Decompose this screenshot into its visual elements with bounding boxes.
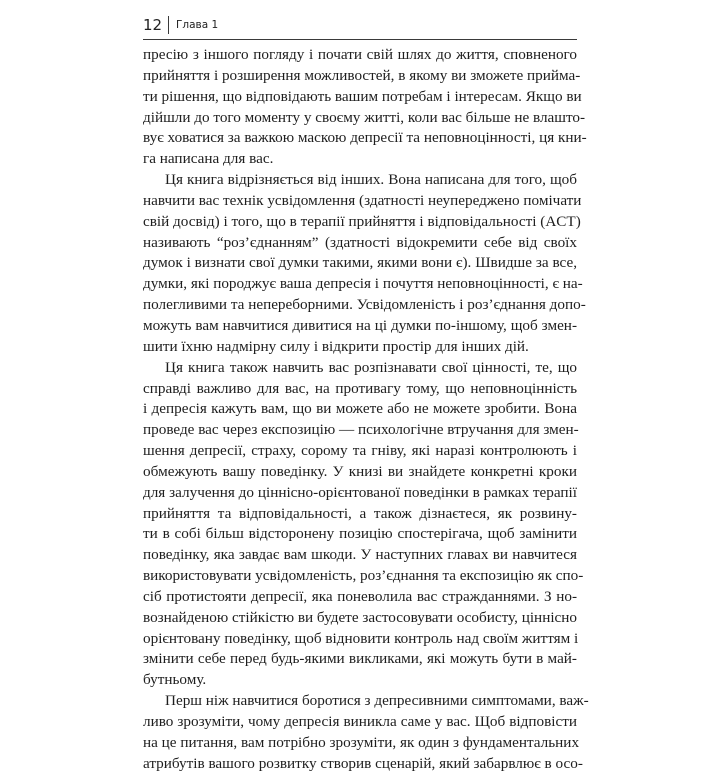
text-line: поведінку, яка завдає вам шкоди. У наступних главах ви навчитеся — [143, 546, 577, 564]
text-line: Ця книга також навчить вас розпізнавати свої цінності, те, що — [165, 358, 577, 376]
text-line: ливо зрозуміти, чому депресія виникла саме у вас. Щоб відповісти — [143, 713, 577, 730]
running-header — [143, 13, 577, 40]
text-line: використовувати усвідомленість, роз’єднання та експозицію як спо- — [143, 567, 584, 585]
text-line: для залучення до ціннісно-орієнтованої поведінки в рамках терапії — [143, 483, 577, 501]
text-line: прийняття та відповідальності, а також дізнаєтеся, як розвину- — [143, 504, 577, 522]
text-line: Перш ніж навчитися боротися з депресивними симптомами, важ- — [165, 692, 589, 710]
text-line: можуть вам навчитися дивитися на ці думки по-іншому, щоб змен- — [143, 316, 577, 334]
text-line: називають “роз’єднанням” (здатності відокремити себе від своїх — [143, 233, 577, 251]
text-line: дійшли до того моменту у своєму житті, коли вас більше не влашто- — [143, 108, 586, 126]
paragraph — [143, 170, 586, 358]
text-line: і депресія кажуть вам, що ви можете або не можете зробити. Вона — [143, 400, 577, 418]
text-line: вує ховатися за важкою маскою депресії та неповноцінності, ця кни- — [143, 129, 587, 147]
text-line: полегливими та непереборними. Усвідомленість і роз’єднання допо- — [143, 296, 586, 314]
text-line: бутньому. — [143, 671, 207, 689]
text-line: думок і визнати свої думки такими, якими вони є). Швидше за все, — [143, 254, 577, 272]
paragraph — [143, 691, 589, 774]
text-line: орієнтовану поведінку, щоб відновити контроль над своїм життям і — [143, 629, 579, 647]
paragraph — [143, 45, 587, 170]
text-line: шення депресії, страху, сорому та гніву, які наразі контролюють і — [143, 442, 577, 460]
text-line: проведе вас через експозицію — психологічне втручання для змен- — [143, 421, 579, 439]
text-line: ти рішення, що відповідають вашим потребам і інтересам. Якщо ви — [143, 87, 582, 105]
text-line: га написана для вас. — [143, 150, 274, 168]
text-line: свій досвід) і того, що в терапії прийняття і відповідальності (ACT) — [143, 212, 581, 230]
text-line: думки, які породжує ваша депресія і почуття неповноцінності, є на- — [143, 275, 583, 293]
text-line: обмежують вашу поведінку. У книзі ви знайдете конкретні кроки — [143, 462, 577, 480]
text-line: навчити вас технік усвідомлення (здатності неупереджено помічати — [143, 191, 582, 209]
text-line: атрибутів вашого розвитку створив сценарій, який забарвлює в осо- — [143, 754, 583, 772]
page-number: 12 — [143, 16, 163, 34]
text-line: змінити себе перед будь-якими викликами, які можуть бути в май- — [143, 650, 577, 668]
text-line: прийняття і розширення можливостей, в якому ви зможете прийма- — [143, 66, 581, 84]
text-line: шити їхню надмірну силу і відкрити простір для інших дій. — [143, 337, 529, 355]
header-separator — [168, 16, 169, 34]
body-text — [143, 45, 589, 775]
text-line: пресію з іншого погляду і почати свій шлях до життя, сповненого — [143, 46, 577, 63]
chapter-title: Глава 1 — [176, 19, 219, 31]
text-line: сіб протистояти депресії, яка поневолила вас стражданнями. З но- — [143, 587, 577, 605]
paragraph — [143, 358, 584, 692]
text-line: справді важливо для вас, на противагу тому, що неповноцінність — [143, 379, 577, 397]
text-line: на це питання, вам потрібно зрозуміти, як один з фундаментальних — [143, 733, 580, 751]
text-line: Ця книга відрізняється від інших. Вона написана для того, щоб — [165, 171, 577, 189]
text-line: вознайденою стійкістю ви будете застосовувати особисту, ціннісно — [143, 608, 577, 626]
text-line: ти в собі більш відсторонену позицію спостерігача, щоб замінити — [143, 525, 577, 543]
